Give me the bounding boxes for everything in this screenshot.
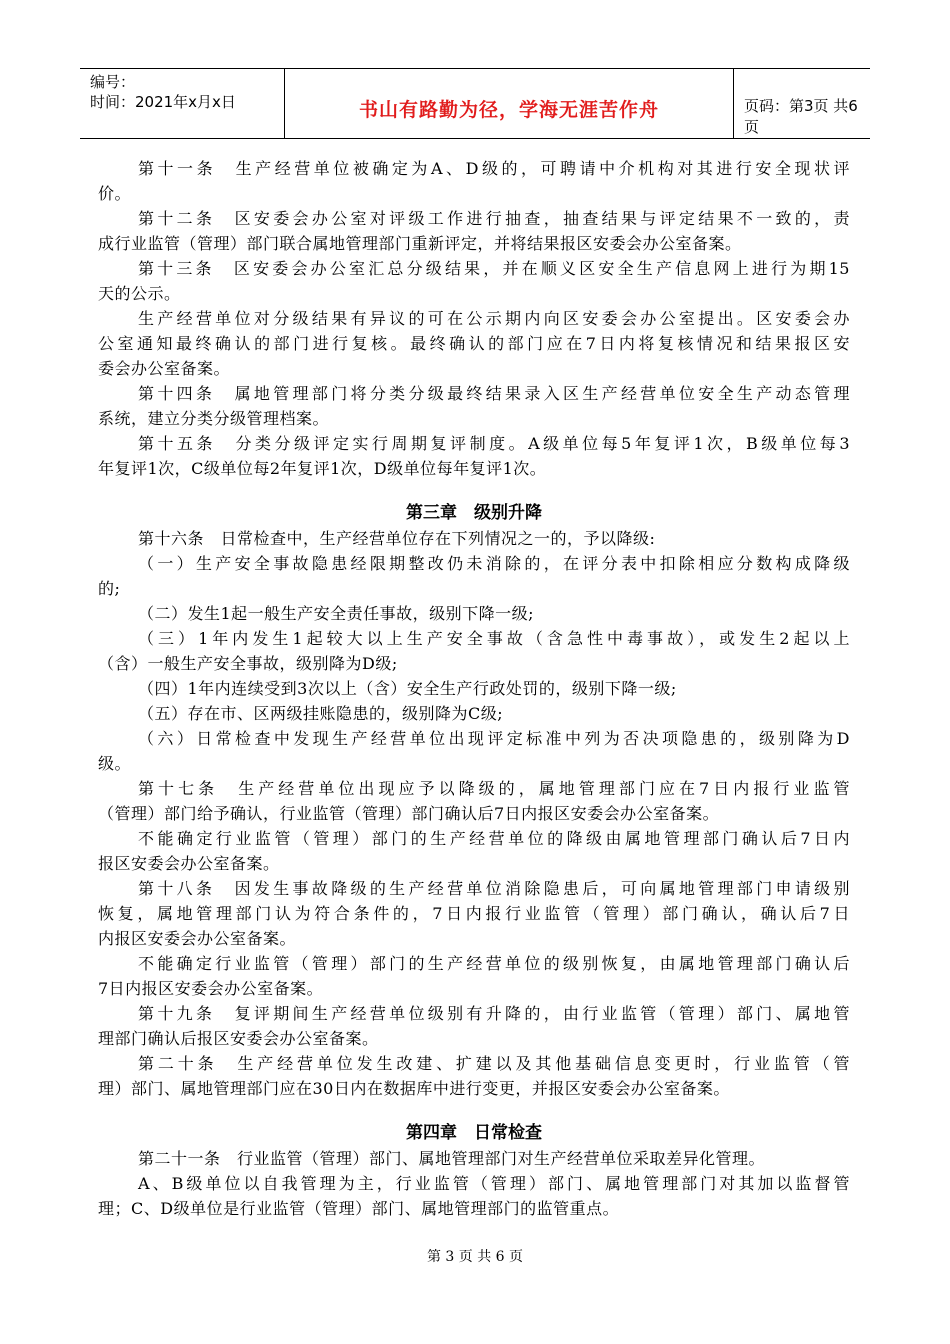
text-line: 第十七条 生产经营单位出现应予以降级的，属地管理部门应在7日内报行业监管	[138, 779, 850, 798]
paragraph	[98, 951, 850, 1001]
text-line: （三）1年内发生1起较大以上生产安全事故（含急性中毒事故），或发生2起以上	[138, 629, 850, 648]
date-label: 时间：2021年x月x日	[90, 93, 236, 111]
paragraph	[98, 431, 850, 481]
paragraph	[98, 381, 850, 431]
text-line: 第十八条 因发生事故降级的生产经营单位消除隐患后，可向属地管理部门申请级别	[138, 879, 850, 898]
paragraph	[98, 876, 850, 951]
paragraph	[98, 551, 850, 601]
text-line: （五）存在市、区两级挂账隐患的，级别降为C级;	[138, 704, 504, 723]
text-line: 理）部门、属地管理部门应在30日内在数据库中进行变更，并报区安委会办公室备案。	[98, 1079, 730, 1098]
text-line: （含）一般生产安全事故，级别降为D级;	[98, 654, 398, 673]
document-body	[98, 156, 850, 1221]
paragraph	[98, 1001, 850, 1051]
paragraph	[98, 1171, 850, 1221]
chapter-heading: 第四章 日常检查	[406, 1123, 542, 1143]
paragraph	[98, 206, 850, 256]
text-line: 年复评1次，C级单位每2年复评1次，D级单位每年复评1次。	[98, 459, 547, 478]
paragraph	[98, 776, 850, 826]
text-line: 第十一条 生产经营单位被确定为A、D级的，可聘请中介机构对其进行安全现状评	[138, 159, 850, 178]
text-line: 第十五条 分类分级评定实行周期复评制度。A级单位每5年复评1次，B级单位每3	[138, 434, 850, 453]
motto-text: 书山有路勤为径，学海无涯苦作舟	[358, 99, 659, 121]
text-line: 7日内报区安委会办公室备案。	[98, 979, 324, 998]
text-line: 第十二条 区安委会办公室对评级工作进行抽查，抽查结果与评定结果不一致的，责	[138, 209, 850, 228]
text-line: 系统，建立分类分级管理档案。	[98, 409, 330, 428]
page-label: 页码：第3页 共6页	[744, 97, 858, 136]
header-left-cell	[80, 69, 285, 138]
paragraph	[98, 826, 850, 876]
text-line: 不能确定行业监管（管理）部门的生产经营单位的级别恢复，由属地管理部门确认后	[138, 954, 850, 973]
paragraph	[98, 701, 850, 726]
text-line: 第二十一条 行业监管（管理）部门、属地管理部门对生产经营单位采取差异化管理。	[138, 1149, 766, 1168]
paragraph	[98, 626, 850, 676]
text-line: 第十三条 区安委会办公室汇总分级结果，并在顺义区安全生产信息网上进行为期15	[138, 259, 850, 278]
text-line: （六）日常检查中发现生产经营单位出现评定标准中列为否决项隐患的，级别降为D	[138, 729, 850, 748]
paragraph	[98, 1051, 850, 1101]
text-line: 天的公示。	[98, 284, 181, 303]
text-line: 理；C、D级单位是行业监管（管理）部门、属地管理部门的监管重点。	[98, 1199, 620, 1218]
paragraph	[98, 726, 850, 776]
header-right-cell	[734, 69, 870, 138]
paragraph	[98, 676, 850, 701]
text-line: 生产经营单位对分级结果有异议的可在公示期内向区安委会办公室提出。区安委会办	[138, 309, 850, 328]
text-line: 第十四条 属地管理部门将分类分级最终结果录入区生产经营单位安全生产动态管理	[138, 384, 850, 403]
text-line: 委会办公室备案。	[98, 359, 231, 378]
paragraph	[98, 256, 850, 306]
text-line: （二）发生1起一般生产安全责任事故，级别下降一级;	[138, 604, 535, 623]
text-line: 第二十条 生产经营单位发生改建、扩建以及其他基础信息变更时，行业监管（管	[138, 1054, 850, 1073]
text-line: （四）1年内连续受到3次以上（含）安全生产行政处罚的，级别下降一级;	[138, 679, 677, 698]
paragraph	[98, 526, 850, 551]
text-line: （管理）部门给予确认，行业监管（管理）部门确认后7日内报区安委会办公室备案。	[98, 804, 720, 823]
text-line: 第十九条 复评期间生产经营单位级别有升降的，由行业监管（管理）部门、属地管	[138, 1004, 850, 1023]
page-footer: 第 3 页 共 6 页	[426, 1249, 524, 1265]
chapter-heading: 第三章 级别升降	[406, 503, 542, 523]
text-line: 理部门确认后报区安委会办公室备案。	[98, 1029, 379, 1048]
header-middle-cell	[285, 69, 734, 138]
text-line: 第十六条 日常检查中，生产经营单位存在下列情况之一的，予以降级:	[138, 529, 656, 548]
text-line: 成行业监管（管理）部门联合属地管理部门重新评定，并将结果报区安委会办公室备案。	[98, 234, 742, 253]
text-line: 恢复，属地管理部门认为符合条件的，7日内报行业监管（管理）部门确认，确认后7日	[98, 904, 850, 923]
text-line: 报区安委会办公室备案。	[98, 854, 280, 873]
paragraph	[98, 601, 850, 626]
text-line: 级。	[98, 754, 132, 773]
text-line: （一）生产安全事故隐患经限期整改仍未消除的，在评分表中扣除相应分数构成降级	[138, 554, 850, 573]
text-line: 的;	[98, 579, 121, 598]
page-header	[80, 68, 870, 139]
paragraph	[98, 1146, 850, 1171]
text-line: 内报区安委会办公室备案。	[98, 929, 297, 948]
number-label: 编号：	[90, 73, 136, 91]
text-line: 不能确定行业监管（管理）部门的生产经营单位的降级由属地管理部门确认后7日内	[138, 829, 850, 848]
paragraph	[98, 156, 850, 206]
text-line: 价。	[98, 184, 132, 203]
text-line: 公室通知最终确认的部门进行复核。最终确认的部门应在7日内将复核情况和结果报区安	[98, 334, 850, 353]
paragraph	[98, 306, 850, 381]
text-line: A、B级单位以自我管理为主，行业监管（管理）部门、属地管理部门对其加以监督管	[138, 1174, 850, 1193]
